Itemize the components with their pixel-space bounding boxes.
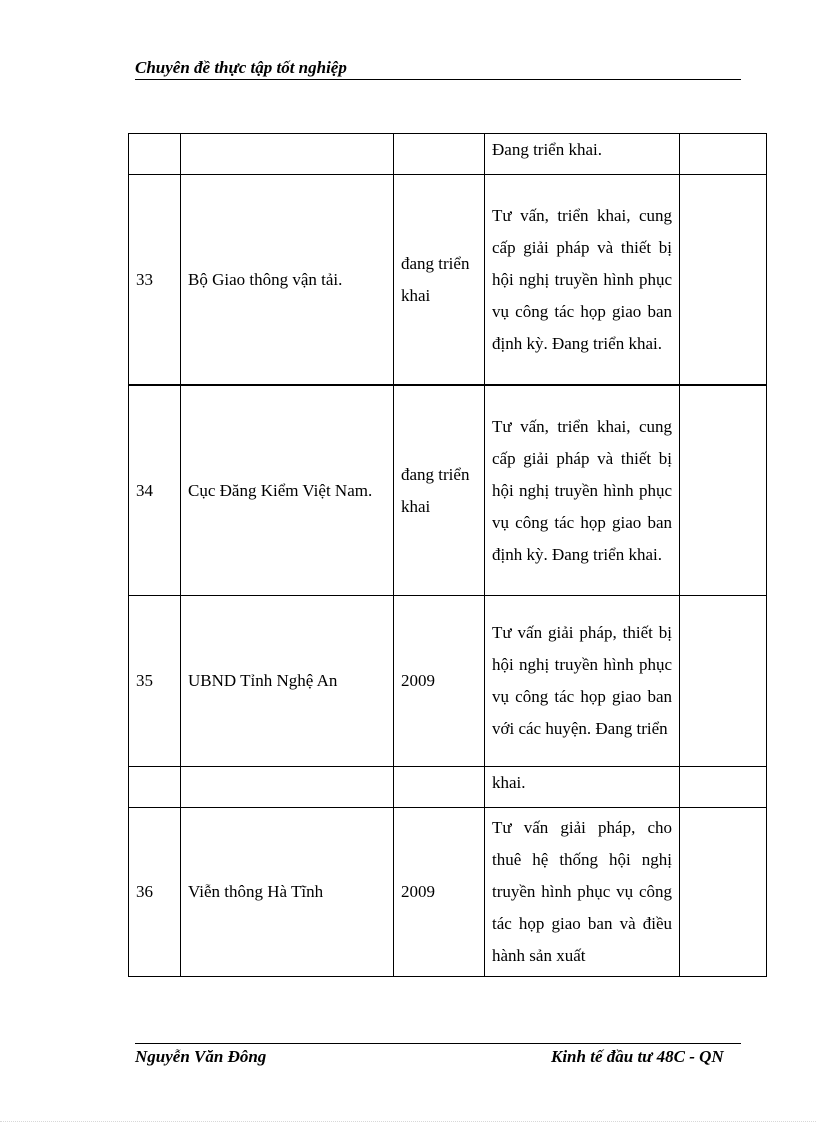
cell-no: 34: [129, 385, 181, 596]
cell-no: 33: [129, 175, 181, 386]
cell-note: [680, 385, 767, 596]
cell-content: Tư vấn giải pháp, cho thuê hệ thống hội nghị truyền hình phục vụ công tác họp giao ban và điều hành sản xuất: [485, 808, 680, 977]
cell-time: 2009: [394, 808, 485, 977]
header-rule: [135, 79, 741, 80]
footer-author: Nguyễn Văn Đông: [135, 1047, 267, 1066]
cell-time: đang triển khai: [394, 385, 485, 596]
table-row: [129, 175, 767, 386]
cell-no: [129, 134, 181, 175]
cell-note: [680, 134, 767, 175]
cell-name: Viễn thông Hà Tĩnh: [181, 808, 394, 977]
footer-class-name: Kinh tế đầu tư 48C - QN: [551, 1047, 724, 1066]
table-row: [129, 767, 767, 808]
cell-no: 36: [129, 808, 181, 977]
cell-note: [680, 175, 767, 386]
cell-time: [394, 767, 485, 808]
page-bottom-edge: [0, 1121, 816, 1122]
table-row: [129, 808, 767, 977]
table-row: [129, 596, 767, 767]
cell-time: đang triển khai: [394, 175, 485, 386]
cell-content: khai.: [485, 767, 680, 808]
cell-note: [680, 596, 767, 767]
table-row: [129, 385, 767, 596]
cell-no: 35: [129, 596, 181, 767]
footer-rule: [135, 1043, 741, 1044]
cell-time: [394, 134, 485, 175]
cell-content: Tư vấn, triển khai, cung cấp giải pháp và thiết bị hội nghị truyền hình phục vụ công tác họp giao ban định kỳ. Đang triển khai.: [485, 385, 680, 596]
cell-content: Đang triển khai.: [485, 134, 680, 175]
cell-note: [680, 767, 767, 808]
cell-name: [181, 767, 394, 808]
project-table: [128, 133, 767, 977]
cell-name: [181, 134, 394, 175]
cell-content: Tư vấn giải pháp, thiết bị hội nghị truyền hình phục vụ công tác họp giao ban với các huyện. Đang triển: [485, 596, 680, 767]
cell-no: [129, 767, 181, 808]
table-row: [129, 134, 767, 175]
cell-name: UBND Tỉnh Nghệ An: [181, 596, 394, 767]
cell-name: Bộ Giao thông vận tải.: [181, 175, 394, 386]
cell-note: [680, 808, 767, 977]
page-header-title: Chuyên đề thực tập tốt nghiệp: [135, 58, 347, 77]
cell-content: Tư vấn, triển khai, cung cấp giải pháp và thiết bị hội nghị truyền hình phục vụ công tác họp giao ban định kỳ. Đang triển khai.: [485, 175, 680, 386]
cell-name: Cục Đăng Kiểm Việt Nam.: [181, 385, 394, 596]
cell-time: 2009: [394, 596, 485, 767]
